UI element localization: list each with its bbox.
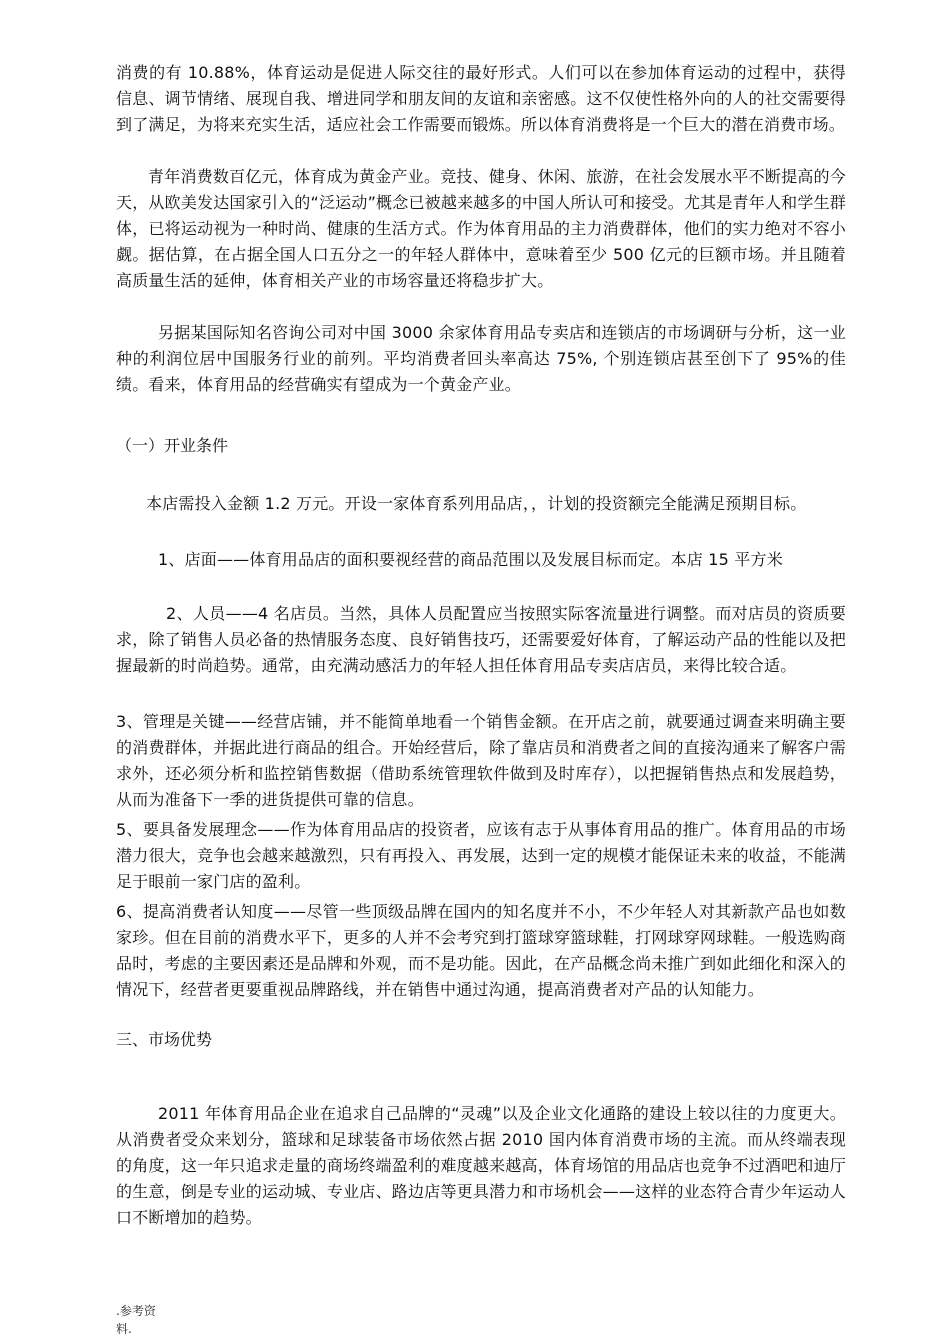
- heading-market-advantage: 三、市场优势: [116, 1030, 213, 1049]
- paragraph-youth-consumption: 青年消费数百亿元，体育成为黄金产业。竞技、健身、休闲、旅游，在社会发展水平不断提高的今天，从欧美发达国家引入的“泛运动”概念已被越来越多的中国人所认可和接受。尤其是青年人和学生群体，已将运动视为一种时尚、健康的生活方式。作为体育用品的主力消费群体，他们的实力绝对不容小觑。据估算，在占据全国人口五分之一的年轻人群体中，意味着至少 500 亿元的巨额市场。并且随着高质量生活的延伸，体育相关产业的市场容量还将稳步扩大。: [116, 167, 846, 290]
- heading-opening-conditions: （一）开业条件: [116, 436, 229, 455]
- paragraph-consumer-awareness: 6、提高消费者认知度——尽管一些顶级品牌在国内的知名度并不小，不少年轻人对其新款产品也如数家珍。但在目前的消费水平下，更多的人并不会考究到打篮球穿篮球鞋，打网球穿网球鞋。一般选购商品时，考虑的主要因素还是品牌和外观，而不是功能。因此，在产品概念尚未推广到如此细化和深入的情况下，经营者更要重视品牌路线，并在销售中通过沟通，提高消费者对产品的认知能力。: [116, 902, 846, 999]
- paragraph-management: 3、管理是关键——经营店铺，并不能简单地看一个销售金额。在开店之前，就要通过调查来明确主要的消费群体，并据此进行商品的组合。开始经营后，除了靠店员和消费者之间的直接沟通来了解客户需求外，还必须分析和监控销售数据（借助系统管理软件做到及时库存），以把握销售热点和发展趋势，从而为准备下一季的进货提供可靠的信息。: [116, 712, 846, 809]
- paragraph-development: 5、要具备发展理念——作为体育用品店的投资者，应该有志于从事体育用品的推广。体育用品的市场潜力很大，竞争也会越来越激烈，只有再投入、再发展，达到一定的规模才能保证未来的收益，不能满足于眼前一家门店的盈利。: [116, 820, 846, 891]
- footer-reference: [116, 1302, 186, 1338]
- paragraph-staff: 2、人员——4 名店员。当然，具体人员配置应当按照实际客流量进行调整。而对店员的资质要求，除了销售人员必备的热情服务态度、良好销售技巧，还需要爱好体育，了解运动产品的性能以及把握最新的时尚趋势。通常，由充满动感活力的年轻人担任体育用品专卖店店员，来得比较合适。: [116, 604, 846, 675]
- paragraph-storefront: 1、店面——体育用品店的面积要视经营的商品范围以及发展目标而定。本店 15 平方米: [158, 550, 783, 569]
- paragraph-sports-social: 消费的有 10.88%，体育运动是促进人际交往的最好形式。人们可以在参加体育运动的过程中，获得信息、调节情绪、展现自我、增进同学和朋友间的友谊和亲密感。这不仅使性格外向的人的社交需要得到了满足，为将来充实生活，适应社会工作需要而锻炼。所以体育消费将是一个巨大的潜在消费市场。: [116, 63, 846, 134]
- paragraph-2011-industry: 2011 年体育用品企业在追求自己品牌的“灵魂”以及企业文化通路的建设上较以往的力度更大。从消费者受众来划分，篮球和足球装备市场依然占据 2010 国内体育消费市场的主流。而从终端表现的角度，这一年只追求走量的商场终端盈利的难度越来越高，体育场馆的用品店也竞争不过酒吧和迪厅的生意，倒是专业的运动城、专业店、路边店等更具潜力和市场机会——这样的业态符合青少年运动人口不断增加的趋势。: [116, 1104, 846, 1227]
- footer-line-2: 料.: [116, 1322, 132, 1336]
- paragraph-market-research: 另据某国际知名咨询公司对中国 3000 余家体育用品专卖店和连锁店的市场调研与分析，这一业种的利润位居中国服务行业的前列。平均消费者回头率高达 75%, 个别连锁店甚至创下了 95%的佳绩。看来，体育用品的经营确实有望成为一个黄金产业。: [116, 323, 846, 394]
- paragraph-investment: 本店需投入金额 1.2 万元。开设一家体育系列用品店，，计划的投资额完全能满足预期目标。: [146, 494, 807, 513]
- footer-line-1: .参考资: [116, 1304, 156, 1318]
